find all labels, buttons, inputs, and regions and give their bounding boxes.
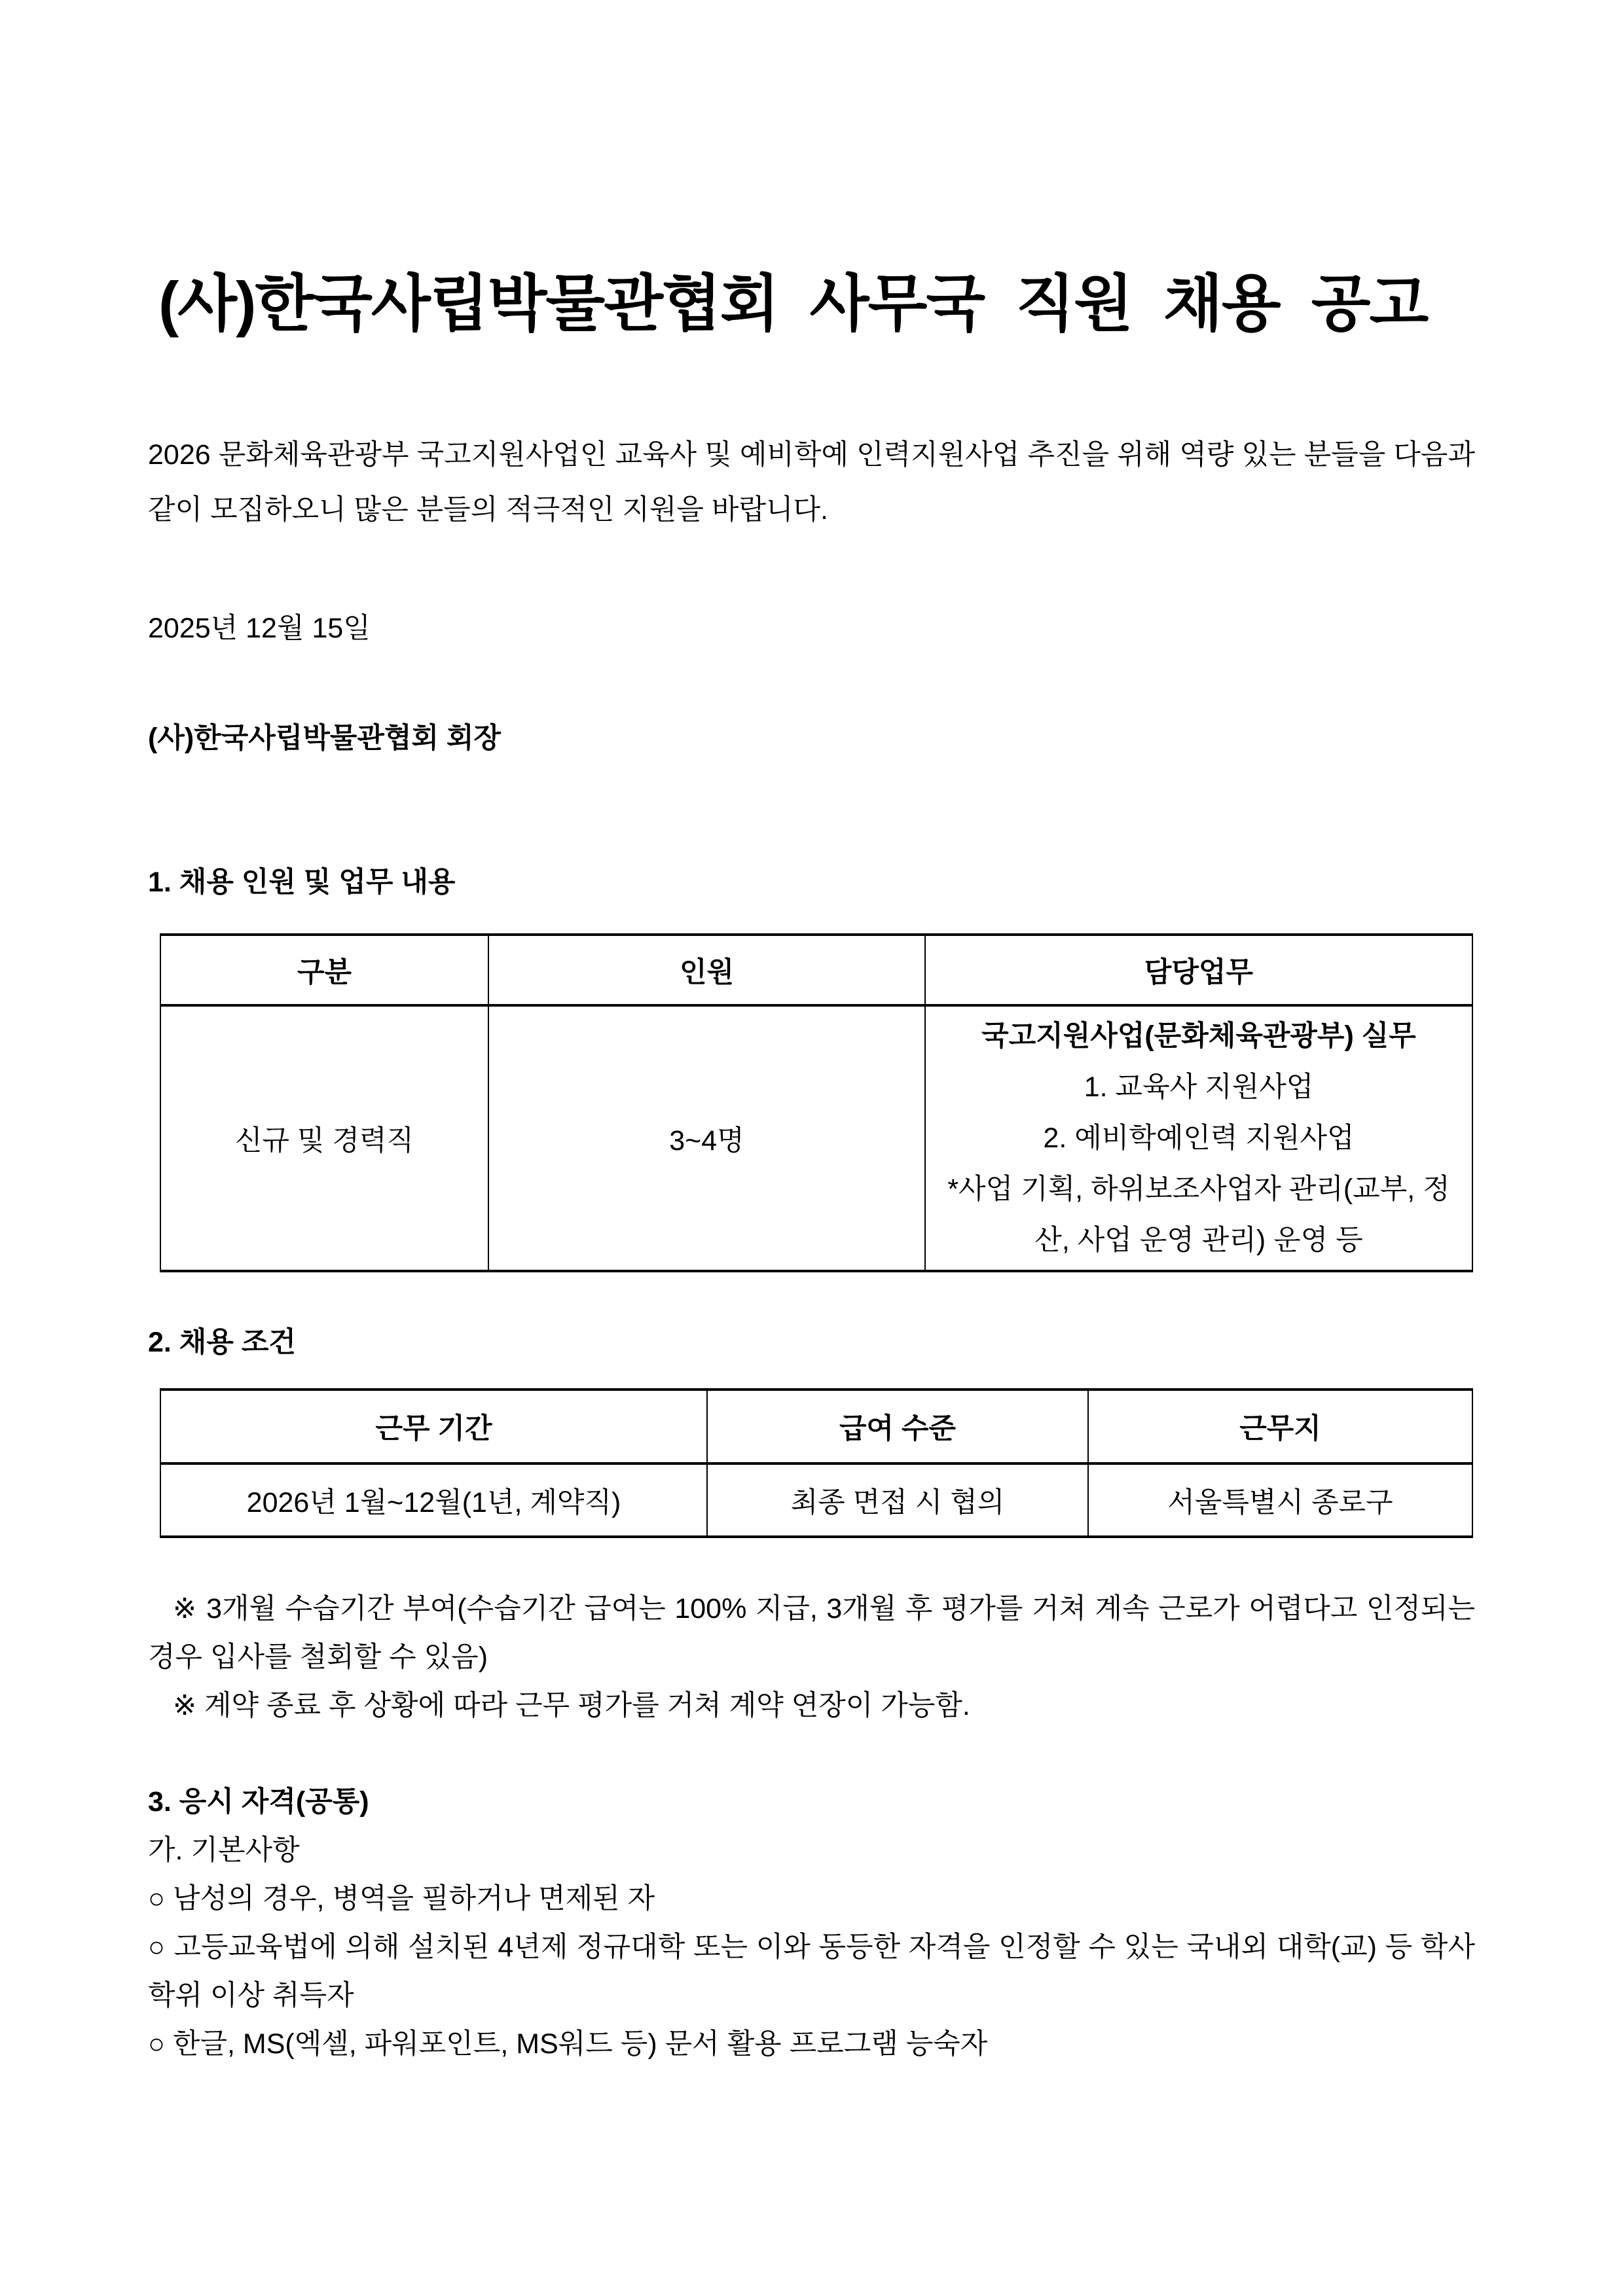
section1-heading: 1. 채용 인원 및 업무 내용	[148, 867, 456, 898]
cell-workplace: 서울특별시 종로구	[1088, 1463, 1472, 1537]
recruitment-table-header-row	[160, 935, 1472, 1005]
recruitment-table	[160, 933, 1473, 1272]
section2-heading: 2. 채용 조건	[148, 1327, 296, 1358]
conditions-table-row	[160, 1463, 1472, 1537]
recruitment-table-row	[160, 1005, 1472, 1271]
header-category: 구분	[160, 935, 488, 1005]
cell-salary: 최종 면접 시 협의	[707, 1463, 1088, 1537]
section3-heading: 3. 응시 자격(공통)	[148, 1786, 369, 1818]
duty-item: 2. 예비학예인력 지원사업	[1043, 1122, 1355, 1154]
conditions-table-header-row	[160, 1390, 1472, 1463]
duty-title: 국고지원사업(문화체육관광부) 실무	[981, 1020, 1416, 1052]
contract-extension-note: ※ 계약 종료 후 상황에 따라 근무 평가를 거쳐 계약 연장이 가능함.	[173, 1690, 970, 1721]
probation-note: ※ 3개월 수습기간 부여(수습기간 급여는 100% 지급, 3개월 후 평가를 거쳐 계속 근로가 어렵다고 인정되는 경우 입사를 철회할 수 있음)	[148, 1593, 1475, 1673]
header-count: 인원	[488, 935, 925, 1005]
cell-count: 3~4명	[488, 1005, 925, 1271]
conditions-table	[160, 1388, 1473, 1538]
header-work-period: 근무 기간	[160, 1390, 707, 1463]
cell-category: 신규 및 경력직	[160, 1005, 488, 1271]
issuer-line: (사)한국사립박물관협회 회장	[148, 723, 501, 754]
qualification-item: ○ 남성의 경우, 병역을 필하거나 면제된 자	[148, 1883, 655, 1914]
cell-work-period: 2026년 1월~12월(1년, 계약직)	[160, 1463, 707, 1537]
announcement-date: 2025년 12월 15일	[148, 613, 371, 644]
qualification-item: ○ 한글, MS(엑셀, 파워포인트, MS워드 등) 문서 활용 프로그램 능숙자	[148, 2028, 988, 2060]
section3-subheading: 가. 기본사항	[148, 1835, 300, 1866]
header-workplace: 근무지	[1088, 1390, 1472, 1463]
cell-duties	[925, 1005, 1472, 1271]
duty-item: 1. 교육사 지원사업	[1084, 1071, 1314, 1103]
header-duties: 담당업무	[925, 935, 1472, 1005]
duty-item: *사업 기획, 하위보조사업자 관리(교부, 정산, 사업 운영 관리) 운영 등	[947, 1174, 1450, 1256]
intro-paragraph: 2026 문화체육관광부 국고지원사업인 교육사 및 예비학예 인력지원사업 추진을 위해 역량 있는 분들을 다음과 같이 모집하오니 많은 분들의 적극적인 지원을 바랍니다.	[148, 439, 1475, 526]
document-title: (사)한국사립박물관협회 사무국 직원 채용 공고	[158, 269, 1428, 338]
header-salary: 급여 수준	[707, 1390, 1088, 1463]
qualification-item: ○ 고등교육법에 의해 설치된 4년제 정규대학 또는 이와 동등한 자격을 인정할 수 있는 국내외 대학(교) 등 학사 학위 이상 취득자	[148, 1931, 1475, 2011]
